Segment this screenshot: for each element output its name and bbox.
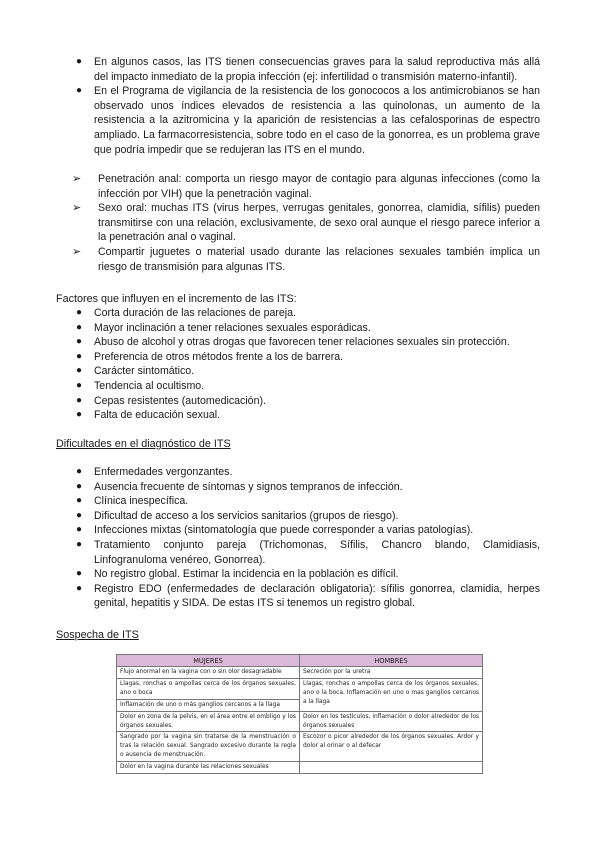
difficulties-section (72, 465, 540, 611)
table-row (117, 667, 483, 679)
list-item: ● Registro EDO (enfermedades de declaración obligatoria): sífilis gonorrea, clamidia, herpes genital, hepatitis y SIDA. De estas ITS si tenemos un registro global. (76, 582, 540, 610)
bullet-icon: ● (76, 524, 83, 536)
intro-section (72, 55, 540, 157)
table-cell: Sangrado por la vagina sin tratarse de la menstruación o tras la relación sexual. Sangrado excesivo durante la regla o ausencia de menstruación. (117, 732, 300, 762)
bullet-icon: ● (76, 307, 83, 318)
factors-section (72, 306, 540, 423)
bullet-icon: ● (76, 538, 83, 550)
list-item: ● Tratamiento conjunto pareja (Trichomonas, Sífilis, Chancro blando, Clamidiasis, Linfogranuloma venéreo, Gonorrea). (76, 538, 540, 566)
list-item: ➢ Compartir juguetes o material usado durante las relaciones sexuales también implica un riesgo de transmisión para algunas ITS. (72, 245, 540, 273)
table-cell: Dolor en la vagina durante las relaciones sexuales (117, 762, 300, 774)
list-item: ● Carácter sintomático. (76, 365, 195, 378)
difficulties-list (72, 465, 540, 611)
bullet-icon: ● (76, 409, 83, 421)
arrow-bullet-icon: ➢ (72, 173, 82, 185)
list-item: ● Falta de educación sexual. (76, 409, 221, 422)
bullet-icon: ● (76, 495, 83, 507)
table-cell: Flujo anormal en la vagina con o sin olor desagradable (117, 667, 300, 679)
list-item: ● En el Programa de vigilancia de la resistencia de los gonococos a los antimicrobianos se han observado unos índices elevados de resistencia a las quinolonas, un aumento de la resistencia a la azitromicina y la aparición de resistencias a las cefalosporinas de espectro ampliado. La farmacorresistencia, sobre todo en el caso de la gonorrea, es un problema grave que podría impedir que se redujeran las ITS en el mundo. (76, 85, 540, 156)
list-item: ● Clínica inespecífica. (76, 495, 189, 508)
list-item: ● Tendencia al ocultismo. (76, 379, 205, 392)
list-item: ● Dificultad de acceso a los servicios sanitarios (grupos de riesgo). (76, 509, 399, 522)
table-header-row (117, 655, 483, 667)
table-cell (300, 762, 483, 774)
table-cell: Dolor en zona de la pelvis, en el área entre el ombligo y los órganos sexuales. (117, 711, 300, 732)
factors-heading: Factores que influyen en el incremento de las ITS: (56, 293, 297, 305)
list-item: ● No registro global. Estimar la incidencia en la población es difícil. (76, 568, 399, 581)
list-item: ➢ Sexo oral: muchas ITS (virus herpes, verrugas genitales, gonorrea, clamidia, sífilis) pueden transmitirse con una relación, exclusivamente, de sexo oral aunque el riesgo parece inferior a la penetración anal o vaginal. (72, 202, 540, 244)
factors-list (72, 306, 540, 423)
bullet-icon: ● (76, 582, 83, 594)
list-item: ● Cepas resistentes (automedicación). (76, 394, 266, 407)
arrow-bullet-icon: ➢ (72, 202, 82, 215)
bullet-icon: ● (76, 568, 83, 580)
table-cell: Llagas, ronchas o ampollas cerca de los órganos sexuales, ano o la boca. Inflamación en uno o mas ganglios cercanos a la llaga (300, 678, 483, 711)
list-item: ● Ausencia frecuente de síntomas y signos tempranos de infección. (76, 480, 403, 493)
list-item: ● Corta duración de las relaciones de pareja. (76, 307, 296, 319)
list-item: ● Infecciones mixtas (sintomatología que puede corresponder a varias patologías). (76, 524, 474, 537)
table-cell: Dolor en los testículos, inflamación o dolor alrededor de los órganos sexuales (300, 711, 483, 732)
table-row (117, 711, 483, 732)
list-item: ● Abuso de alcohol y otras drogas que favorecen tener relaciones sexuales sin protección. (76, 336, 510, 349)
table-row (117, 762, 483, 774)
bullet-icon: ● (76, 509, 83, 521)
bullet-icon: ● (76, 379, 83, 391)
transmission-section (72, 172, 540, 274)
bullet-icon: ● (76, 480, 83, 492)
symptoms-table (116, 654, 483, 774)
table-cell: Llagas, ronchas o ampollas cerca de los órganos sexuales, ano o boca (117, 678, 300, 699)
table-cell: Escozor o picor alrededor de los órganos sexuales. Ardor y dolor al orinar o al defecar (300, 732, 483, 762)
bullet-icon: ● (76, 321, 83, 333)
table-row (117, 678, 483, 699)
column-header-men: HOMBRES (300, 655, 483, 667)
list-item: ● Mayor inclinación a tener relaciones sexuales esporádicas. (76, 321, 371, 334)
intro-list (72, 55, 540, 157)
bullet-icon: ● (76, 394, 83, 406)
table-row (117, 732, 483, 762)
column-header-women: MUJERES (117, 655, 300, 667)
list-item: ➢ Penetración anal: comporta un riesgo mayor de contagio para algunas infecciones (como la infección por VIH) que la penetración vaginal. (72, 173, 540, 200)
suspicion-heading: Sospecha de ITS (56, 629, 139, 641)
bullet-icon: ● (76, 350, 83, 362)
arrow-list (72, 172, 540, 274)
arrow-bullet-icon: ➢ (72, 245, 82, 258)
list-item: ● Enfermedades vergonzantes. (76, 466, 233, 478)
list-item: ● En algunos casos, las ITS tienen consecuencias graves para la salud reproductiva más allá del impacto inmediato de la propia infección (ej: infertilidad o transmisión materno-infantil). (76, 56, 540, 83)
bullet-icon: ● (76, 365, 83, 377)
bullet-icon: ● (76, 85, 83, 97)
bullet-icon: ● (76, 466, 83, 477)
list-item: ● Preferencia de otros métodos frente a los de barrera. (76, 350, 344, 363)
bullet-icon: ● (76, 336, 83, 348)
table-cell: Inflamación de uno o más ganglios cercanos a la llaga (117, 699, 300, 711)
bullet-icon: ● (76, 56, 83, 67)
table-cell: Secreción por la uretra (300, 667, 483, 679)
difficulties-heading: Dificultades en el diagnóstico de ITS (56, 438, 231, 450)
